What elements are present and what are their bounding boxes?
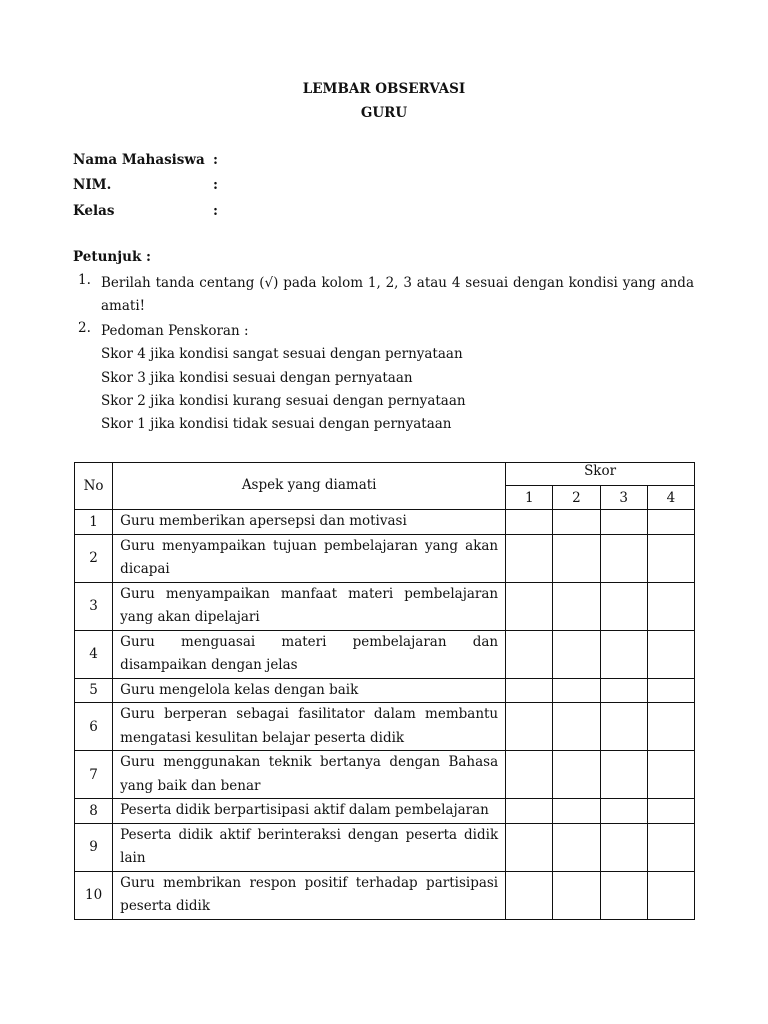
header-score-col: 2: [553, 486, 600, 510]
row-aspek: Peserta didik aktif berinteraksi dengan peserta didik lain: [113, 823, 506, 871]
score-cell-1[interactable]: [506, 534, 553, 582]
score-cell-4[interactable]: [647, 510, 694, 535]
row-number: 9: [75, 823, 113, 871]
table-row: [75, 582, 695, 630]
table-row: [75, 799, 695, 824]
identity-kelas: [73, 203, 218, 219]
score-cell-4[interactable]: [647, 678, 694, 703]
score-cell-4[interactable]: [647, 871, 694, 919]
score-cell-1[interactable]: [506, 799, 553, 824]
score-cell-4[interactable]: [647, 534, 694, 582]
row-aspek: Guru menyampaikan tujuan pembelajaran yang akan dicapai: [113, 534, 506, 582]
row-number: 8: [75, 799, 113, 824]
score-cell-4[interactable]: [647, 823, 694, 871]
score-cell-2[interactable]: [553, 630, 600, 678]
row-aspek: Guru memberikan apersepsi dan motivasi: [113, 510, 506, 535]
header-score-col: 4: [647, 486, 694, 510]
petunjuk-item-text: Pedoman Penskoran :: [101, 323, 249, 339]
row-number: 10: [75, 871, 113, 919]
row-aspek: Guru mengelola kelas dengan baik: [113, 678, 506, 703]
petunjuk-item-text: Berilah tanda centang (√) pada kolom 1, 2, 3 atau 4 sesuai dengan kondisi yang anda amati!: [101, 275, 694, 314]
score-cell-4[interactable]: [647, 582, 694, 630]
score-cell-2[interactable]: [553, 582, 600, 630]
table-row: [75, 510, 695, 535]
scoring-line: Skor 1 jika kondisi tidak sesuai dengan pernyataan: [101, 416, 452, 432]
row-aspek: Guru menyampaikan manfaat materi pembelajaran yang akan dipelajari: [113, 582, 506, 630]
score-cell-4[interactable]: [647, 799, 694, 824]
scoring-line: Skor 3 jika kondisi sesuai dengan pernyataan: [101, 370, 413, 386]
row-number: 1: [75, 510, 113, 535]
petunjuk-item-number: 1.: [78, 272, 91, 288]
score-cell-2[interactable]: [553, 703, 600, 751]
score-cell-3[interactable]: [600, 678, 647, 703]
scoring-line: Skor 4 jika kondisi sangat sesuai dengan pernyataan: [101, 346, 463, 362]
header-skor: Skor: [506, 463, 695, 486]
header-no: No: [75, 463, 113, 510]
score-cell-2[interactable]: [553, 751, 600, 799]
identity-label: Kelas: [73, 203, 115, 219]
row-number: 4: [75, 630, 113, 678]
score-cell-1[interactable]: [506, 510, 553, 535]
scoring-line: Skor 2 jika kondisi kurang sesuai dengan pernyataan: [101, 393, 466, 409]
score-cell-3[interactable]: [600, 534, 647, 582]
row-aspek: Guru menggunakan teknik bertanya dengan Bahasa yang baik dan benar: [113, 751, 506, 799]
score-cell-2[interactable]: [553, 871, 600, 919]
score-cell-2[interactable]: [553, 823, 600, 871]
score-cell-3[interactable]: [600, 582, 647, 630]
header-score-col: 1: [506, 486, 553, 510]
score-cell-3[interactable]: [600, 823, 647, 871]
score-cell-1[interactable]: [506, 582, 553, 630]
table-row: [75, 871, 695, 919]
score-cell-4[interactable]: [647, 751, 694, 799]
petunjuk-heading: Petunjuk :: [73, 249, 151, 265]
row-number: 7: [75, 751, 113, 799]
score-cell-3[interactable]: [600, 871, 647, 919]
table-row: [75, 823, 695, 871]
observation-table: [74, 462, 695, 920]
header-score-col: 3: [600, 486, 647, 510]
score-cell-3[interactable]: [600, 751, 647, 799]
score-cell-1[interactable]: [506, 823, 553, 871]
score-cell-4[interactable]: [647, 630, 694, 678]
table-row: [75, 703, 695, 751]
identity-label: Nama Mahasiswa: [73, 152, 205, 168]
score-cell-4[interactable]: [647, 703, 694, 751]
table-row: [75, 751, 695, 799]
score-cell-1[interactable]: [506, 630, 553, 678]
row-aspek: Peserta didik berpartisipasi aktif dalam pembelajaran: [113, 799, 506, 824]
score-cell-2[interactable]: [553, 799, 600, 824]
score-cell-1[interactable]: [506, 871, 553, 919]
identity-label: NIM.: [73, 177, 112, 193]
score-cell-3[interactable]: [600, 510, 647, 535]
score-cell-3[interactable]: [600, 799, 647, 824]
score-cell-3[interactable]: [600, 630, 647, 678]
score-cell-1[interactable]: [506, 678, 553, 703]
row-number: 2: [75, 534, 113, 582]
row-number: 5: [75, 678, 113, 703]
header-aspek: Aspek yang diamati: [113, 463, 506, 510]
document-title: LEMBAR OBSERVASI: [302, 81, 466, 97]
identity-nama-mahasiswa: [73, 152, 218, 168]
table-row: [75, 678, 695, 703]
row-aspek: Guru berperan sebagai fasilitator dalam membantu mengatasi kesulitan belajar peserta didik: [113, 703, 506, 751]
table-row: [75, 534, 695, 582]
score-cell-3[interactable]: [600, 703, 647, 751]
score-cell-2[interactable]: [553, 678, 600, 703]
identity-colon: :: [213, 152, 218, 168]
score-cell-1[interactable]: [506, 751, 553, 799]
identity-colon: :: [213, 203, 218, 219]
row-number: 3: [75, 582, 113, 630]
score-cell-1[interactable]: [506, 703, 553, 751]
row-aspek: Guru membrikan respon positif terhadap partisipasi peserta didik: [113, 871, 506, 919]
identity-colon: :: [213, 177, 218, 193]
table-row: [75, 630, 695, 678]
petunjuk-item-number: 2.: [78, 320, 91, 336]
score-cell-2[interactable]: [553, 510, 600, 535]
row-number: 6: [75, 703, 113, 751]
identity-nim: [73, 177, 218, 193]
score-cell-2[interactable]: [553, 534, 600, 582]
document-subtitle: GURU: [360, 105, 408, 121]
row-aspek: Guru menguasai materi pembelajaran dan disampaikan dengan jelas: [113, 630, 506, 678]
